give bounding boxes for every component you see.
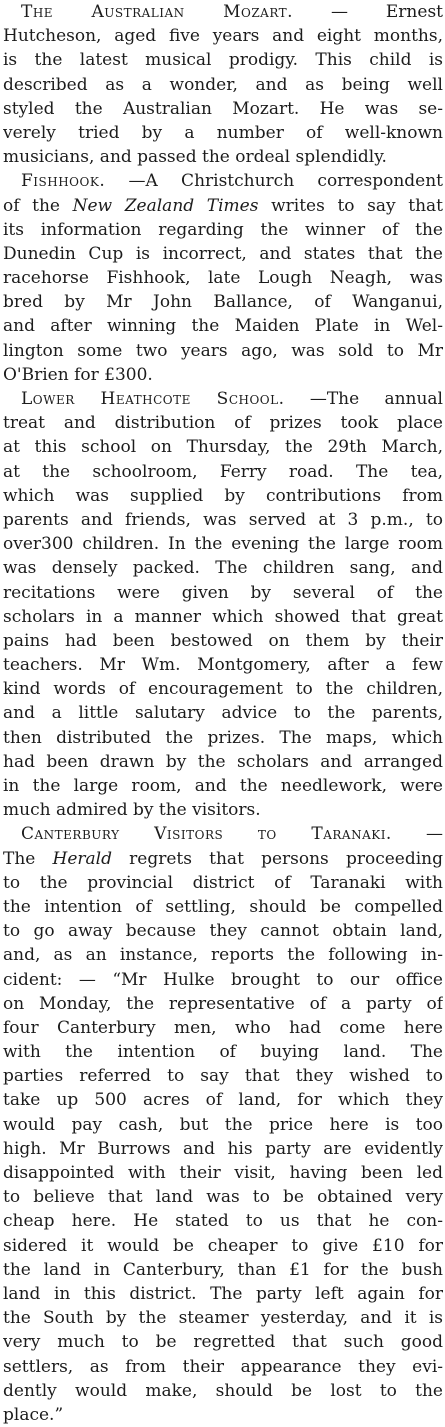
article-first-line: Canterbury Visitors to Taranaki. —: [21, 824, 443, 845]
article-line: described as a wonder, and as being well: [3, 74, 443, 95]
article-line: settlers, as from their appearance they evi-: [3, 1356, 443, 1377]
article-line: which was supplied by contributions from: [3, 485, 443, 506]
article-line: recitations were given by several of the: [3, 582, 443, 603]
article-line: of the New Zealand Times writes to say that: [3, 195, 443, 216]
article-line: styled the Australian Mozart. He was se-: [3, 98, 443, 119]
article-line: to believe that land was to be obtained very: [3, 1187, 443, 1208]
article-line: its information regarding the winner of the: [3, 219, 443, 240]
article-line: would pay cash, but the price here is too: [3, 1114, 443, 1135]
article-line: and, as an instance, reports the following in-: [3, 945, 443, 966]
article-line: verely tried by a number of well-known: [3, 122, 443, 143]
article-line: and a little salutary advice to the parents,: [3, 703, 443, 724]
article-line: disappointed with their visit, having been led: [3, 1163, 443, 1183]
article-line: four Canterbury men, who had come here: [3, 1017, 443, 1038]
article-line: sidered it would be cheaper to give £10 for: [3, 1235, 443, 1256]
article-line: teachers. Mr Wm. Montgomery, after a few: [3, 655, 443, 676]
article-line: the South by the steamer yesterday, and it is: [3, 1308, 443, 1329]
article-line: Hutcheson, aged five years and eight months,: [3, 26, 443, 47]
article-line: kind words of encouragement to the children,: [3, 679, 443, 700]
article: [3, 0, 443, 169]
article-line: land in this district. The party left again for: [3, 1283, 443, 1304]
article-line: the land in Canterbury, than £1 for the bush: [3, 1259, 443, 1280]
article-line: and after winning the Maiden Plate in Wel-: [3, 316, 443, 337]
article-line: cident: — “Mr Hulke brought to our office: [3, 969, 443, 990]
article-line: parents and friends, was served at 3 p.m., to: [3, 509, 443, 530]
article-first-line: Lower Heathcote School. —The annual: [21, 389, 443, 409]
article-heading: Lower Heathcote School.: [21, 389, 285, 409]
article-line: racehorse Fishhook, late Lough Neagh, was: [3, 268, 443, 289]
article-line: the intention of settling, should be compelled: [3, 896, 443, 917]
article-line: very much to be regretted that such good: [3, 1332, 443, 1353]
article-line: over300 children. In the evening the large room: [3, 534, 443, 555]
article-line: in the large room, and the needlework, were: [3, 776, 443, 796]
article-line: O'Brien for £300.: [3, 364, 153, 385]
article-heading: The Australian Mozart.: [21, 2, 294, 22]
article-line: The Herald regrets that persons proceeding: [3, 848, 443, 869]
article-heading: Canterbury Visitors to Taranaki.: [21, 824, 392, 845]
article-line: had been drawn by the scholars and arranged: [3, 751, 443, 772]
article-line: dently would make, should be lost to the: [3, 1380, 443, 1401]
article-line: with the intention of buying land. The: [3, 1042, 443, 1063]
article-line: was densely packed. The children sang, and: [3, 558, 443, 579]
article-first-line: The Australian Mozart. — Ernest: [21, 2, 443, 22]
article-line: scholars in a manner which showed that great: [3, 606, 443, 627]
article-line: treat and distribution of prizes took place: [3, 413, 443, 434]
article: [3, 169, 443, 387]
article-line: cheap here. He stated to us that he con-: [3, 1211, 443, 1232]
article: [3, 822, 443, 1427]
article-line: at this school on Thursday, the 29th March,: [3, 437, 443, 458]
article-line: to the provincial district of Taranaki with: [3, 872, 443, 893]
article-line: much admired by the visitors.: [3, 800, 261, 821]
article-line: parties referred to say that they wished to: [3, 1066, 443, 1087]
article-first-line: Fishhook. —A Christchurch correspondent: [21, 171, 443, 192]
article-line: bred by Mr John Ballance, of Wanganui,: [3, 292, 443, 313]
article-line: take up 500 acres of land, for which they: [3, 1090, 443, 1111]
article-line: to go away because they cannot obtain land,: [3, 921, 443, 942]
article-line: high. Mr Burrows and his party are evidently: [3, 1138, 443, 1159]
article-line: on Monday, the representative of a party of: [3, 993, 443, 1014]
article-line: Dunedin Cup is incorrect, and states that the: [3, 243, 443, 264]
article-line: pains had been bestowed on them by their: [3, 630, 443, 651]
article-line: place.”: [3, 1404, 64, 1425]
article-heading: Fishhook.: [21, 171, 106, 192]
article-line: is the latest musical prodigy. This child is: [3, 50, 443, 71]
article-line: at the schoolroom, Ferry road. The tea,: [3, 461, 443, 482]
italic-title: New Zealand Times: [72, 195, 259, 216]
article-line: lington some two years ago, was sold to Mr: [3, 340, 443, 361]
italic-title: Herald: [52, 848, 112, 869]
article: [3, 387, 443, 822]
article-line: musicians, and passed the ordeal splendidly.: [3, 147, 387, 168]
article-line: then distributed the prizes. The maps, which: [3, 727, 443, 748]
